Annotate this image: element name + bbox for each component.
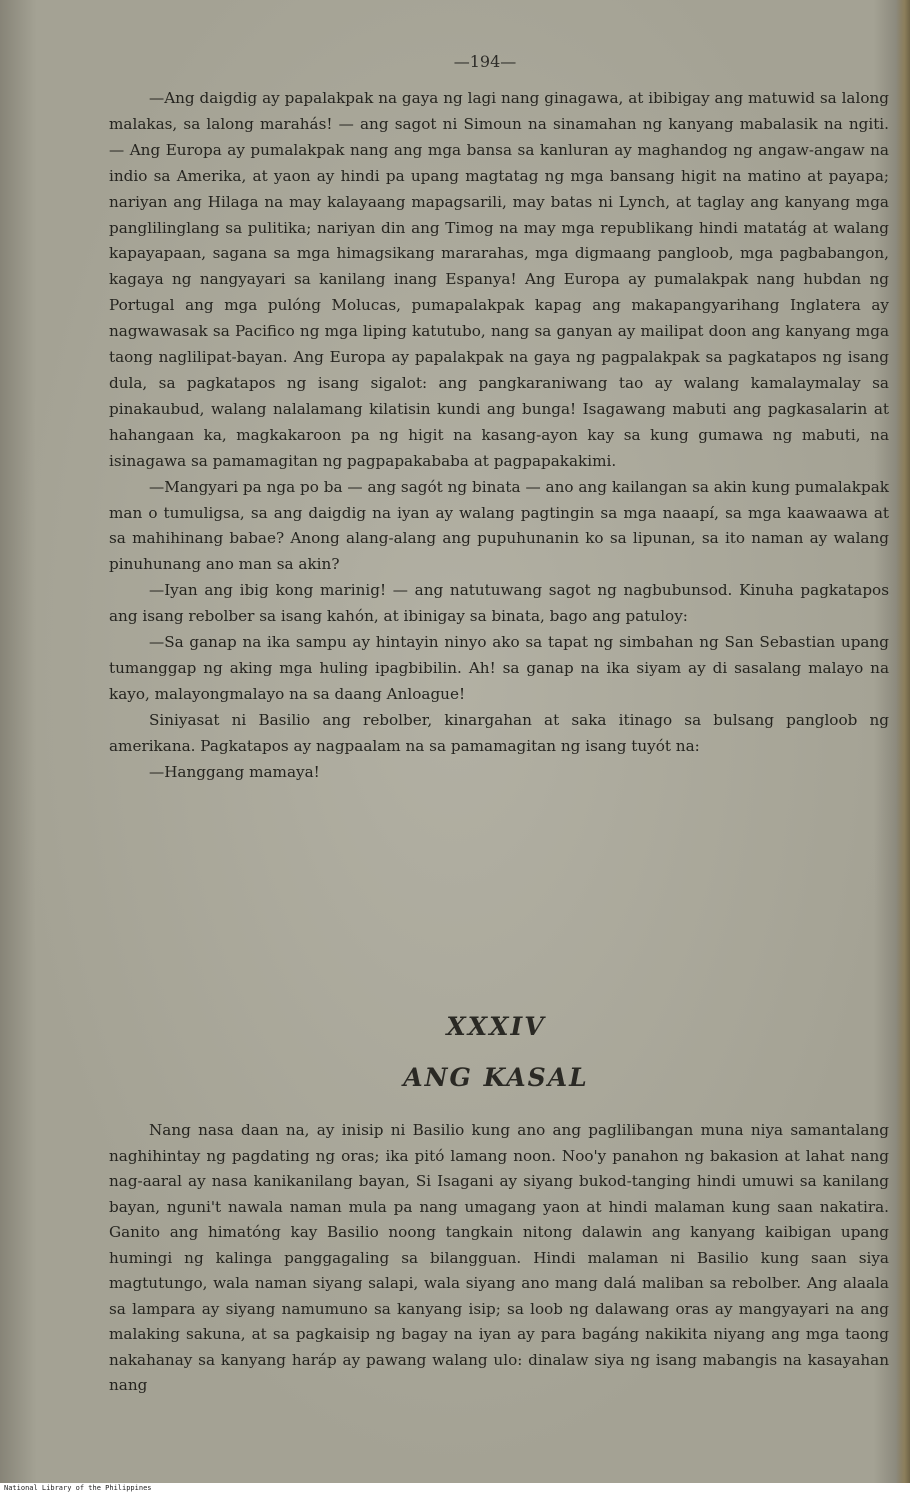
page-edge-shadow xyxy=(896,0,910,1493)
paragraph-1: —Ang daigdig ay papalakpak na gaya ng lagi nang ginagawa, at ibibigay ang matuwid sa lalong malakas, sa lalong marahás! — ang sagot ni Simoun na sinamahan ng kanyang mabalasik na ngiti. — Ang Europa ay pumalakpak nang ang mga bansa sa kanluran ay maghandog ng angaw-angaw na indio sa Amerika, at yaon ay hindi pa upang magtatag ng mga bansang higit na matino at payapa; nariyan ang Hilaga na may kalayaang mapagsarili, may batas ni Lynch, at taglay ang kanyang mga panglilinglang sa pulitika; nariyan din ang Timog na may mga republikang hindi matatág at walang kapayapaan, sagana sa mga himagsikang mararahas, mga digmaang pangloob, mga pagbabangon, kagaya ng nangyayari sa kanilang inang Espanya! Ang Europa ay pumalakpak nang hubdan ng Portugal ang mga pulóng Molucas, pumapalakpak kapag ang makapangyarihang Inglatera ay nagwawasak sa Pacifico ng mga liping katutubo, nang sa ganyan ay mailipat doon ang kanyang mga taong naglilipat-bayan. Ang Europa ay papalakpak na gaya ng pagpalakpak sa pagkatapos ng isang dula, sa pagkatapos ng isang sigalot: ang pangkaraniwang tao ay walang kamalaymalay sa pinakaubud, walang nalalamang kilatisin kundi ang bunga! Isagawang mabuti ang pagkasalarin at hahangaan ka, magkakaroon pa ng higit na kasang-ayon kay sa kung gumawa ng mabuti, na isinagawa sa pamamagitan ng pagpapakababa at pagpapakakimi. xyxy=(109,89,889,470)
paragraph-5: Siniyasat ni Basilio ang rebolber, kinargahan at saka itinago sa bulsang pangloob ng amerikana. Pagkatapos ay nagpaalam na sa pamamagitan ng isang tuyót na: xyxy=(109,710,889,755)
paragraph-6: —Hanggang mamaya! xyxy=(149,762,320,781)
chapter-title: ANG KASAL xyxy=(403,1063,589,1092)
paragraph-4: —Sa ganap na ika sampu ay hintayin ninyo ako sa tapat ng simbahan ng San Sebastian upang tumanggap ng aking mga huling ipagbibilin. Ah! sa ganap na ika siyam ay di sasalang malayo na kayo, malayongmalayo na sa daang Anloague! xyxy=(109,633,889,703)
chapter-opening-paragraph: Nang nasa daan na, ay inisip ni Basilio kung ano ang paglilibangan muna niya samantalang naghihintay ng pagdating ng oras; ika pitó lamang noon. Noo'y panahon ng bakasion at lahat nang nag-aaral ay nasa kanikanilang bayan, Si Isagani ay siyang bukod-tanging hindi umuwi sa kanilang bayan, nguni't nawala naman mula pa nang umagang yaon at hindi malaman kung saan nakatira. Ganito ang himatóng kay Basilio noong tangkain nitong dalawin ang kanyang kaibigan upang humingi ng kalinga panggagaling sa bilangguan. Hindi malaman ni Basilio kung saan siya magtutungo, wala naman siyang salapi, wala siyang ano mang dalá maliban sa rebolber. Ang alaala sa lampara ay siyang namumuno sa kanyang isip; sa loob ng dalawang oras ay mangyayari na ang malaking sakuna, at sa pagkaisip ng bagay na iyan ay para bagáng nakikita niyang ang mga taong nakahanay sa kanyang haráp ay pawang walang ulo: dinalaw siya ng isang mabangis na kasayahan nang xyxy=(109,1121,889,1394)
paragraph-2: —Mangyari pa nga po ba — ang sagót ng binata — ano ang kailangan sa akin kung pumalakpak man o tumuligsa, sa ang daigdig na iyan ay walang pagtingin sa mga naaapí, sa mga kaawaawa at sa mahihinang babae? Anong alang-alang ang pupuhunanin ko sa lipunan, sa ito naman ay walang pinuhunang ano man sa akin? xyxy=(109,477,889,574)
body-text xyxy=(109,86,889,785)
paragraph-3: —Iyan ang ibig kong marinig! — ang natutuwang sagot ng nagbubunsod. Kinuha pagkatapos ang isang rebolber sa isang kahón, at ibinigay sa binata, bago ang patuloy: xyxy=(109,581,889,626)
chapter-text xyxy=(109,1118,889,1399)
chapter-number: XXXIV xyxy=(446,1012,546,1041)
page-number: —194— xyxy=(453,52,517,71)
footer-credit: National Library of the Philippines xyxy=(4,1484,152,1492)
